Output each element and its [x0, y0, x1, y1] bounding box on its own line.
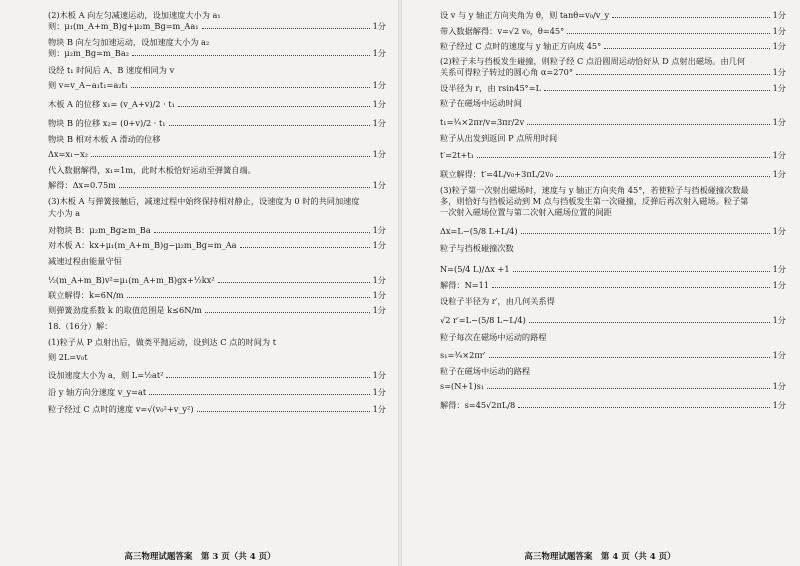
answer-line: [440, 280, 786, 291]
answer-line: [48, 240, 386, 251]
answer-text: 则弹簧劲度系数 k 的取值范围是 k≤6N/m: [48, 305, 202, 315]
score-mark: 1分: [372, 275, 386, 285]
answer-text: 粒子经过 C 点时的速度 v=√(v₀²+v_y²): [48, 404, 194, 414]
score-mark: 1分: [372, 290, 386, 300]
score-mark: 1分: [772, 280, 786, 290]
score-mark: 1分: [372, 118, 386, 128]
answer-line: [440, 243, 786, 254]
answer-line: [440, 207, 786, 218]
leader-dots: [527, 124, 770, 125]
leader-dots: [169, 125, 370, 126]
answer-line: [440, 196, 786, 207]
answer-text: t′=2t+t₁: [440, 150, 474, 160]
leader-dots: [131, 87, 369, 88]
answer-line: [440, 332, 786, 343]
answer-line: [48, 65, 386, 76]
right-page-footer: 高三物理试题答案 第 4 页（共 4 页）: [524, 552, 676, 562]
answer-line: [48, 387, 386, 398]
answer-line: [440, 56, 786, 67]
score-mark: 1分: [772, 117, 786, 127]
answer-text: (3)木板 A 与弹簧接触后，减速过程中始终保持相对静止，设速度为 0 时的共同加速度: [48, 196, 360, 206]
answer-line: [48, 225, 386, 236]
score-mark: 1分: [772, 315, 786, 325]
answer-line: [48, 99, 386, 110]
score-mark: 1分: [772, 400, 786, 410]
score-mark: 1分: [772, 381, 786, 391]
answer-line: [440, 133, 786, 144]
answer-text: 设粒子半径为 r′，由几何关系得: [440, 296, 555, 306]
answer-line: [440, 169, 786, 180]
answer-text: √2 r′=L−(5/8 L−L/4): [440, 315, 526, 325]
score-mark: 1分: [372, 21, 386, 31]
answer-line: [48, 37, 386, 48]
left-page-footer: 高三物理试题答案 第 3 页（共 4 页）: [124, 552, 276, 562]
leader-dots: [197, 411, 370, 412]
answer-text: N=(5/4 L)/Δx +1: [440, 264, 510, 274]
answer-text: 带入数据解得：v=√2 v₀，θ=45°: [440, 26, 565, 36]
answer-text: 解得：N=11: [440, 280, 490, 290]
answer-line: [440, 26, 786, 37]
score-mark: 1分: [772, 350, 786, 360]
answer-text: 粒子在磁场中运动的路程: [440, 366, 531, 376]
score-mark: 1分: [372, 225, 386, 235]
answer-line: [440, 150, 786, 161]
answer-text: 对物块 B：μ₂m_Bg≥m_Ba: [48, 225, 151, 235]
answer-text: 解得：Δx=0.75m: [48, 180, 116, 190]
leader-dots: [205, 312, 370, 313]
leader-dots: [489, 357, 770, 358]
leader-dots: [521, 233, 770, 234]
answer-text: 联立解得：k=6N/m: [48, 290, 124, 300]
answer-line: [48, 196, 386, 207]
answer-line: [48, 208, 386, 219]
answer-text: 则：μ₁(m_A+m_B)g+μ₂m_Bg=m_Aa₁: [48, 21, 199, 31]
answer-text: 则 2L=v₀t: [48, 352, 88, 362]
answer-text: 物块 B 向左匀加速运动，设加速度大小为 a₂: [48, 37, 210, 47]
answer-text: (3)粒子第一次射出磁场时，速度与 y 轴正方向夹角 45°，若使粒子与挡板碰撞次数最: [440, 185, 749, 195]
score-mark: 1分: [772, 264, 786, 274]
leader-dots: [529, 322, 770, 323]
answer-line: [48, 180, 386, 191]
leader-dots: [119, 187, 370, 188]
answer-text: 则 v=v_A−a₁t₁=a₂t₁: [48, 80, 129, 90]
leader-dots: [567, 33, 769, 34]
answer-text: 对木板 A：kx+μ₁(m_A+m_B)g−μ₂m_Bg=m_Aa: [48, 240, 237, 250]
answer-line: [48, 352, 386, 363]
answer-text: (2)木板 A 向左匀减速运动，设加速度大小为 a₁: [48, 10, 221, 20]
answer-text: 一次射入磁场位置与第二次射入磁场位置的间距: [440, 207, 612, 217]
leader-dots: [132, 55, 370, 56]
score-mark: 1分: [372, 370, 386, 380]
answer-text: 关系可得粒子转过的圆心角 α=270°: [440, 67, 573, 77]
answer-line: [48, 256, 386, 267]
answer-text: 粒子每次在磁场中运动的路程: [440, 332, 547, 342]
leader-dots: [518, 407, 769, 408]
leader-dots: [544, 90, 770, 91]
score-mark: 1分: [372, 149, 386, 159]
answer-text: 设经 t₁ 时间后 A、B 速度相同为 v: [48, 65, 175, 75]
score-mark: 1分: [772, 10, 786, 20]
score-mark: 1分: [772, 150, 786, 160]
leader-dots: [154, 232, 370, 233]
score-mark: 1分: [772, 83, 786, 93]
score-mark: 1分: [372, 99, 386, 109]
leader-dots: [166, 377, 369, 378]
answer-line: [48, 275, 386, 286]
answer-text: 设半径为 r，由 rsin45°=L: [440, 83, 542, 93]
answer-line: [48, 48, 386, 59]
score-mark: 1分: [372, 180, 386, 190]
leader-dots: [218, 282, 370, 283]
answer-text: 沿 y 轴方向分速度 v_y=at: [48, 387, 147, 397]
leader-dots: [487, 388, 769, 389]
score-mark: 1分: [372, 80, 386, 90]
answer-text: 设加速度大小为 a，则 L=½at²: [48, 370, 164, 380]
answer-text: 物块 B 相对木板 A 滑动的位移: [48, 134, 161, 144]
answer-line: [48, 10, 386, 21]
leader-dots: [127, 297, 370, 298]
score-mark: 1分: [372, 48, 386, 58]
answer-line: [440, 315, 786, 326]
answer-line: [440, 400, 786, 411]
answer-text: 联立解得：t′=4L/v₀+3πL/2v₀: [440, 169, 554, 179]
score-mark: 1分: [772, 41, 786, 51]
answer-line: [440, 83, 786, 94]
answer-line: [440, 67, 786, 78]
answer-line: [48, 370, 386, 381]
answer-line: [440, 41, 786, 52]
answer-line: [440, 264, 786, 275]
answer-text: 设 v 与 y 轴正方向夹角为 θ，则 tanθ=v₀/v_y: [440, 10, 610, 20]
right-page: [400, 0, 800, 566]
right-answer-lines: [440, 10, 786, 411]
leader-dots: [556, 176, 770, 177]
answer-line: [440, 226, 786, 237]
answer-line: [48, 21, 386, 32]
answer-text: Δx=L−(5/8 L+L/4): [440, 226, 518, 236]
leader-dots: [612, 17, 769, 18]
score-mark: 1分: [372, 387, 386, 397]
answer-text: 粒子经过 C 点时的速度与 y 轴正方向成 45°: [440, 41, 602, 51]
answer-text: (2)粒子未与挡板发生碰撞，则粒子经 C 点沿圆周运动恰好从 D 点射出磁场。由几何: [440, 56, 746, 66]
score-mark: 1分: [372, 305, 386, 315]
answer-line: [48, 118, 386, 129]
answer-line: [48, 165, 386, 176]
score-mark: 1分: [772, 169, 786, 179]
leader-dots: [604, 48, 769, 49]
leader-dots: [576, 74, 770, 75]
score-mark: 1分: [772, 26, 786, 36]
answer-line: [440, 10, 786, 21]
left-answer-lines: [48, 10, 386, 415]
answer-text: 粒子在磁场中运动时间: [440, 98, 522, 108]
leader-dots: [240, 247, 370, 248]
answer-line: [440, 296, 786, 307]
answer-text: (1)粒子从 P 点射出后，做类平抛运动，设到达 C 点的时间为 t: [48, 337, 276, 347]
leader-dots: [513, 271, 770, 272]
leader-dots: [492, 287, 770, 288]
answer-text: s=(N+1)s₁: [440, 381, 485, 391]
answer-text: Δx=x₁−x₂: [48, 149, 89, 159]
answer-text: 粒子从出发到返回 P 点所用时间: [440, 133, 558, 143]
answer-text: 多，则恰好与挡板运动到 M 点与挡板发生第一次碰撞，反弹后再次射入磁场。粒子第: [440, 196, 749, 206]
leader-dots: [91, 156, 370, 157]
answer-line: [440, 98, 786, 109]
score-mark: 1分: [372, 404, 386, 414]
answer-line: [48, 134, 386, 145]
answer-line: [48, 337, 386, 348]
answer-line: [440, 381, 786, 392]
answer-text: s₁=¾×2πr′: [440, 350, 486, 360]
answer-text: 减速过程由能量守恒: [48, 256, 122, 266]
answer-line: [48, 305, 386, 316]
answer-text: 18.（16分）解：: [48, 321, 113, 331]
score-mark: 1分: [772, 67, 786, 77]
answer-text: 解得：s=45√2πL/8: [440, 400, 516, 410]
answer-text: 代入数据解得，x₁=1m，此时木板恰好运动至弹簧自端。: [48, 165, 256, 175]
leader-dots: [149, 394, 369, 395]
score-mark: 1分: [772, 226, 786, 236]
answer-line: [48, 404, 386, 415]
answer-text: ½(m_A+m_B)v²=μ₁(m_A+m_B)gx+½kx²: [48, 275, 215, 285]
answer-line: [48, 321, 386, 332]
leader-dots: [178, 106, 370, 107]
leader-dots: [202, 28, 370, 29]
score-mark: 1分: [372, 240, 386, 250]
leader-dots: [477, 157, 770, 158]
answer-text: 粒子与挡板碰撞次数: [440, 243, 514, 253]
answer-text: 大小为 a: [48, 208, 81, 218]
answer-line: [440, 366, 786, 377]
answer-line: [48, 149, 386, 160]
answer-line: [48, 80, 386, 91]
answer-line: [440, 117, 786, 128]
answer-line: [440, 185, 786, 196]
answer-line: [440, 350, 786, 361]
answer-text: 木板 A 的位移 x₁= (v_A+v)/2 · t₁: [48, 99, 175, 109]
answer-text: t₁=¾×2πr/v=3πr/2v: [440, 117, 525, 127]
answer-text: 则：μ₂m_Bg=m_Ba₂: [48, 48, 129, 58]
answer-text: 物块 B 的位移 x₂= (0+v)/2 · t₁: [48, 118, 166, 128]
answer-line: [48, 290, 386, 301]
